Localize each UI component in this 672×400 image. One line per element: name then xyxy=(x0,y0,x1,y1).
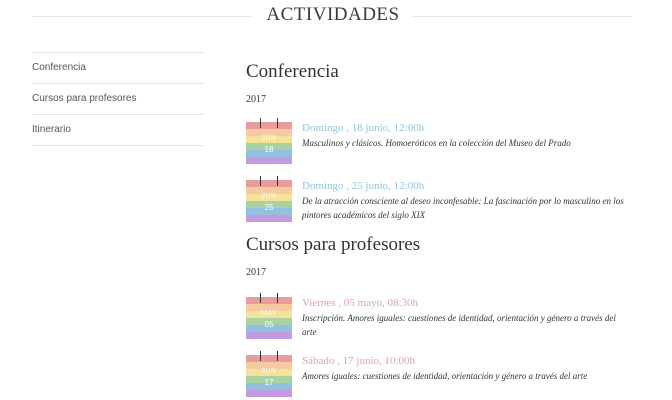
section-year: 2017 xyxy=(246,267,266,278)
event-date-link[interactable]: Domingo , 18 junio, 12:00h xyxy=(302,122,425,134)
calendar-icon xyxy=(246,355,292,397)
event-date-link[interactable]: Sábado , 17 junio, 10:00h xyxy=(302,355,416,367)
sidebar-item-cursos-para-profesores[interactable]: Cursos para profesores xyxy=(32,83,204,114)
section-year: 2017 xyxy=(246,94,266,105)
page-title: ACTIVIDADES xyxy=(266,4,400,25)
calendar-icon xyxy=(246,180,292,222)
event-date-link[interactable]: Viernes , 05 mayo, 08:30h xyxy=(302,297,419,309)
calendar-day: 17 xyxy=(264,378,274,387)
event-description: Amores iguales: cuestiones de identidad, orientación y género a través del arte xyxy=(302,371,588,381)
sidebar-nav xyxy=(32,52,204,146)
calendar-day: 05 xyxy=(264,320,274,329)
calendar-month: MAY xyxy=(260,310,278,317)
event-description: Inscripción. Amores iguales: cuestiones de identidad, orientación y género a través del arte xyxy=(302,313,616,337)
header-divider-right xyxy=(412,16,632,17)
event-description: De la atracción consciente al deseo inconfesable: La fascinación por lo masculino en los pintores académicos del siglo XIX xyxy=(302,196,624,220)
event-date-link[interactable]: Domingo , 25 junio, 12:00h xyxy=(302,180,425,192)
section-title-cursos-para-profesores: Cursos para profesores xyxy=(246,234,421,255)
calendar-month: JUN xyxy=(261,193,277,200)
calendar-day: 18 xyxy=(264,145,274,154)
section-title-conferencia: Conferencia xyxy=(246,61,339,82)
calendar-icon xyxy=(246,122,292,164)
calendar-icon xyxy=(246,297,292,339)
event-description: Masculinos y clásicos. Homoeróticos en la colección del Museo del Prado xyxy=(302,138,571,148)
calendar-month: JUN xyxy=(261,135,277,142)
sidebar-item-conferencia[interactable]: Conferencia xyxy=(32,52,204,83)
sidebar-item-itinerario[interactable]: Itinerario xyxy=(32,114,204,146)
calendar-day: 25 xyxy=(264,203,274,212)
calendar-month: JUN xyxy=(261,368,277,375)
